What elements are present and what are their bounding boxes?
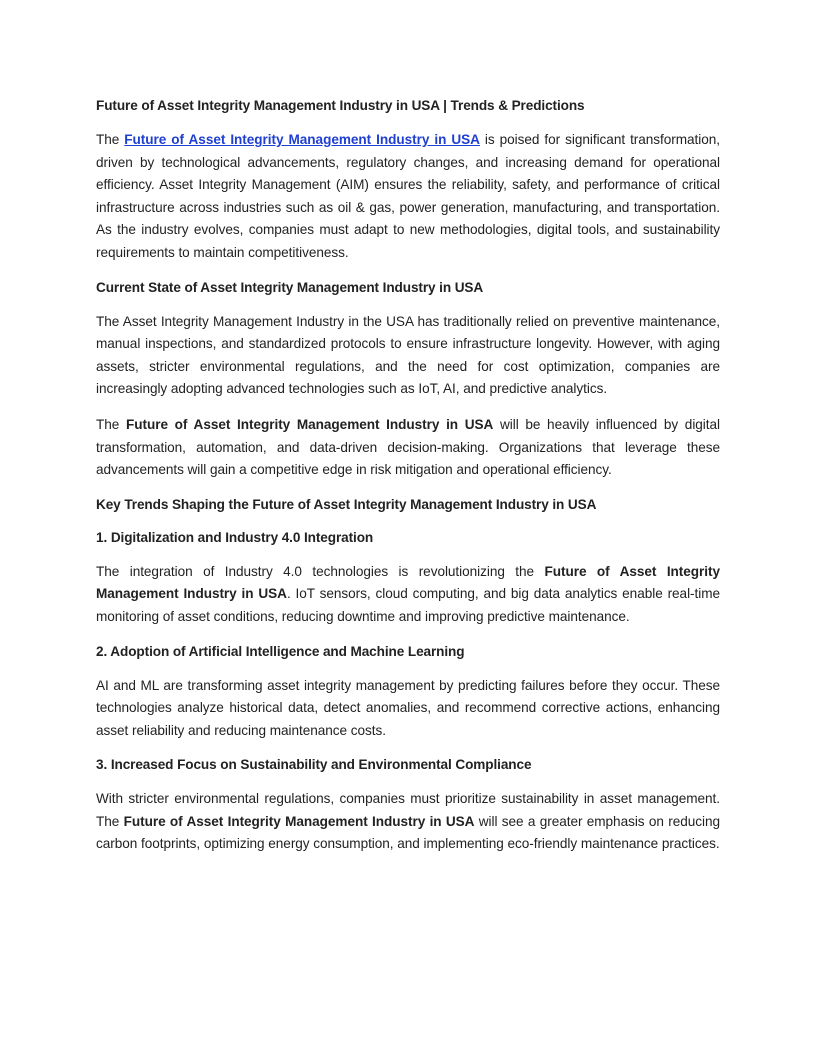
trend-3-bold: Future of Asset Integrity Management Industry in USA <box>123 813 475 829</box>
trend-3-paragraph <box>96 788 720 856</box>
document-title: Future of Asset Integrity Management Industry in USA | Trends & Predictions <box>96 98 585 113</box>
trend-1-pre: The integration of Industry 4.0 technologies is revolutionizing the <box>96 563 545 579</box>
trend-3-post: will see a greater emphasis on reducing carbon footprints, optimizing energy consumption, and implementing eco-friendly maintenance practices. <box>96 813 720 852</box>
market-report-link[interactable]: Future of Asset Integrity Management Industry in USA <box>124 132 480 147</box>
trend-3-pre: With stricter environmental regulations, companies must prioritize sustainability in asset management. The <box>96 791 720 829</box>
current-state-paragraph-1: The Asset Integrity Management Industry in the USA has traditionally relied on preventive maintenance, manual inspections, and standardized protocols to ensure infrastructure longevity. However, with aging assets, stricter environmental regulations, and the need for cost optimization, companies are increasingly adopting advanced technologies such as IoT, AI, and predictive analytics. <box>96 313 720 397</box>
current-state-p2-pre: The <box>96 416 126 432</box>
intro-pre: The <box>96 132 125 147</box>
intro-post: is poised for significant transformation, driven by technological advancements, regulatory changes, and increasing demand for operational efficiency. Asset Integrity Management (AIM) ensures the reliability, safety, and performance of critical infrastructure across industries such as oil & gas, power generation, manufacturing, and transportation. As the industry evolves, companies must adapt to new methodologies, digital tools, and sustainability requirements to maintain competitiveness. <box>96 132 720 260</box>
trend-1-post: . IoT sensors, cloud computing, and big data analytics enable real-time monitoring of asset conditions, reducing downtime and improving predictive maintenance. <box>96 586 720 624</box>
current-state-p2-bold: Future of Asset Integrity Management Industry in USA <box>125 416 494 432</box>
current-state-p2-post: will be heavily influenced by digital transformation, automation, and data-driven decision-making. Organizations that leverage these advancements will gain a competitive edge in risk mitigation and operational efficiency. <box>96 416 720 478</box>
trend-1-paragraph <box>96 561 720 629</box>
trend-2-paragraph: AI and ML are transforming asset integrity management by predicting failures before they occur. These technologies analyze historical data, detect anomalies, and recommend corrective actions, enhancing asset reliability and reducing maintenance costs. <box>96 677 720 738</box>
current-state-paragraph-2 <box>96 414 720 482</box>
current-state-heading: Current State of Asset Integrity Management Industry in USA <box>96 279 484 295</box>
trend-3-heading: 3. Increased Focus on Sustainability and Environmental Compliance <box>96 757 532 773</box>
trend-1-heading: 1. Digitalization and Industry 4.0 Integration <box>96 529 374 545</box>
trend-2-heading: 2. Adoption of Artificial Intelligence and Machine Learning <box>96 643 465 659</box>
intro-paragraph <box>96 129 720 265</box>
key-trends-heading: Key Trends Shaping the Future of Asset Integrity Management Industry in USA <box>96 496 597 512</box>
trend-1-bold: Future of Asset Integrity Management Industry in USA <box>96 563 720 602</box>
